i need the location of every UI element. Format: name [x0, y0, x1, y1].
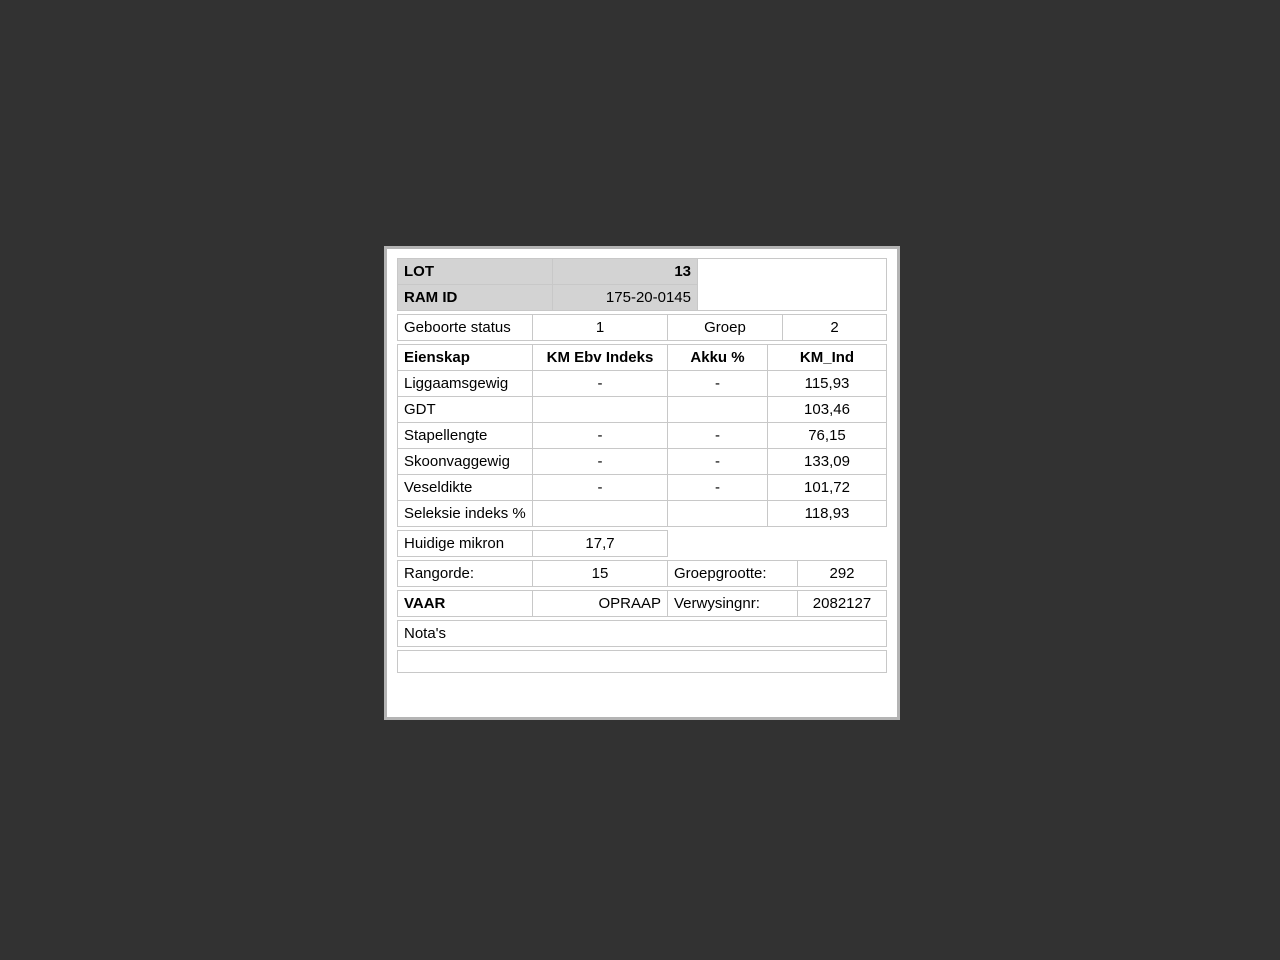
reference-label: Verwysingnr: — [668, 591, 798, 617]
table-row — [398, 501, 887, 527]
ram-id-label: RAM ID — [398, 285, 553, 311]
trait-name: Skoonvaggewig — [398, 449, 533, 475]
sire-label: VAAR — [398, 591, 533, 617]
trait-ebv: - — [533, 371, 668, 397]
trait-kmind: 118,93 — [768, 501, 887, 527]
rank-label: Rangorde: — [398, 561, 533, 587]
birth-status-label: Geboorte status — [398, 315, 533, 341]
header-table — [397, 258, 887, 311]
trait-ebv: - — [533, 449, 668, 475]
sire-row — [398, 591, 887, 617]
reference-value: 2082127 — [798, 591, 887, 617]
trait-akku — [668, 397, 768, 423]
group-label: Groep — [668, 315, 783, 341]
traits-header-row — [398, 345, 887, 371]
trait-akku: - — [668, 423, 768, 449]
micron-label: Huidige mikron — [398, 531, 533, 557]
group-size-value: 292 — [798, 561, 887, 587]
sire-value: OPRAAP — [533, 591, 668, 617]
lot-label: LOT — [398, 259, 553, 285]
trait-kmind: 103,46 — [768, 397, 887, 423]
table-row — [398, 475, 887, 501]
traits-col-trait: Eienskap — [398, 345, 533, 371]
micron-table — [397, 530, 887, 557]
ram-id-value: 175-20-0145 — [553, 285, 698, 311]
photo-placeholder — [698, 259, 887, 311]
notes-value-row — [398, 651, 887, 673]
table-row — [398, 423, 887, 449]
trait-kmind: 101,72 — [768, 475, 887, 501]
group-value: 2 — [783, 315, 887, 341]
lot-value: 13 — [553, 259, 698, 285]
rank-value: 15 — [533, 561, 668, 587]
table-row — [398, 449, 887, 475]
trait-ebv: - — [533, 475, 668, 501]
card-inner — [387, 249, 897, 673]
traits-col-akku: Akku % — [668, 345, 768, 371]
birth-status-table — [397, 314, 887, 341]
trait-kmind: 133,09 — [768, 449, 887, 475]
table-row — [398, 397, 887, 423]
lot-row — [398, 259, 887, 285]
rank-row — [398, 561, 887, 587]
trait-ebv: - — [533, 423, 668, 449]
traits-table — [397, 344, 887, 527]
notes-value — [398, 651, 887, 673]
trait-akku: - — [668, 449, 768, 475]
trait-akku — [668, 501, 768, 527]
trait-ebv — [533, 501, 668, 527]
trait-akku: - — [668, 371, 768, 397]
trait-kmind: 115,93 — [768, 371, 887, 397]
trait-name: Stapellengte — [398, 423, 533, 449]
notes-body-table — [397, 650, 887, 673]
birth-status-row — [398, 315, 887, 341]
sire-table — [397, 590, 887, 617]
rank-table — [397, 560, 887, 587]
birth-status-value: 1 — [533, 315, 668, 341]
trait-name: Seleksie indeks % — [398, 501, 533, 527]
table-row — [398, 371, 887, 397]
ram-info-card — [384, 246, 900, 720]
trait-name: Veseldikte — [398, 475, 533, 501]
trait-name: GDT — [398, 397, 533, 423]
micron-row — [398, 531, 888, 557]
trait-ebv — [533, 397, 668, 423]
notes-table — [397, 620, 887, 647]
traits-col-kmind: KM_Ind — [768, 345, 887, 371]
traits-col-ebv: KM Ebv Indeks — [533, 345, 668, 371]
notes-label-row — [398, 621, 887, 647]
trait-kmind: 76,15 — [768, 423, 887, 449]
group-size-label: Groepgrootte: — [668, 561, 798, 587]
notes-label: Nota's — [398, 621, 887, 647]
micron-value: 17,7 — [533, 531, 668, 557]
trait-akku: - — [668, 475, 768, 501]
trait-name: Liggaamsgewig — [398, 371, 533, 397]
